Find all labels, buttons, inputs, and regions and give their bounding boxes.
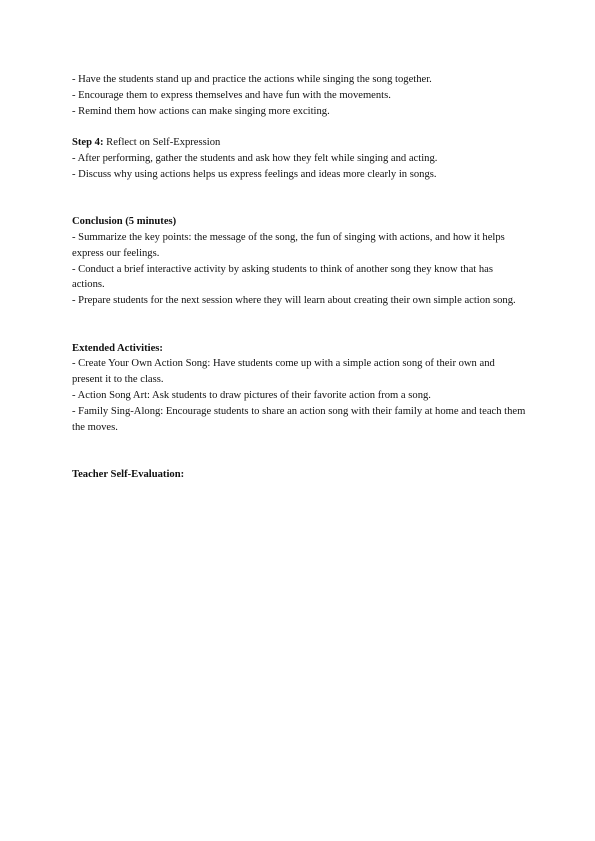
list-item: - Conduct a brief interactive activity by asking students to think of another song they know that has actions. — [72, 263, 494, 291]
list-item: - Create Your Own Action Song: Have students come up with a simple action song of their own and present it to the class. — [72, 358, 495, 386]
list-item: - Remind them how actions can make singing more exciting. — [72, 105, 330, 117]
step4-heading — [72, 135, 527, 151]
list-item: - Action Song Art: Ask students to draw pictures of their favorite action from a song. — [72, 389, 431, 401]
conclusion-heading: Conclusion (5 minutes) — [72, 216, 177, 228]
extended-heading: Extended Activities: — [72, 342, 163, 354]
list-item: - Summarize the key points: the message of the song, the fun of singing with actions, and how it helps express our feelings. — [72, 231, 505, 259]
conclusion-section — [72, 214, 527, 309]
step4-title: Reflect on Self-Expression — [103, 137, 221, 149]
list-item: - Discuss why using actions helps us express feelings and ideas more clearly in songs. — [72, 168, 437, 180]
list-item: - Prepare students for the next session where they will learn about creating their own simple action song. — [72, 295, 516, 307]
evaluation-heading: Teacher Self-Evaluation: — [72, 468, 185, 480]
intro-bullets — [72, 72, 527, 119]
list-item: - After performing, gather the students and ask how they felt while singing and acting. — [72, 152, 438, 164]
list-item: - Encourage them to express themselves and have fun with the movements. — [72, 89, 391, 101]
step4-section — [72, 135, 527, 182]
list-item: - Have the students stand up and practice the actions while singing the song together. — [72, 74, 432, 85]
extended-activities-section — [72, 341, 527, 436]
list-item: - Family Sing-Along: Encourage students to share an action song with their family at home and teach them the moves. — [72, 405, 526, 433]
step4-label: Step 4: — [72, 137, 104, 149]
document-page — [72, 72, 527, 483]
teacher-evaluation-section — [72, 467, 527, 483]
